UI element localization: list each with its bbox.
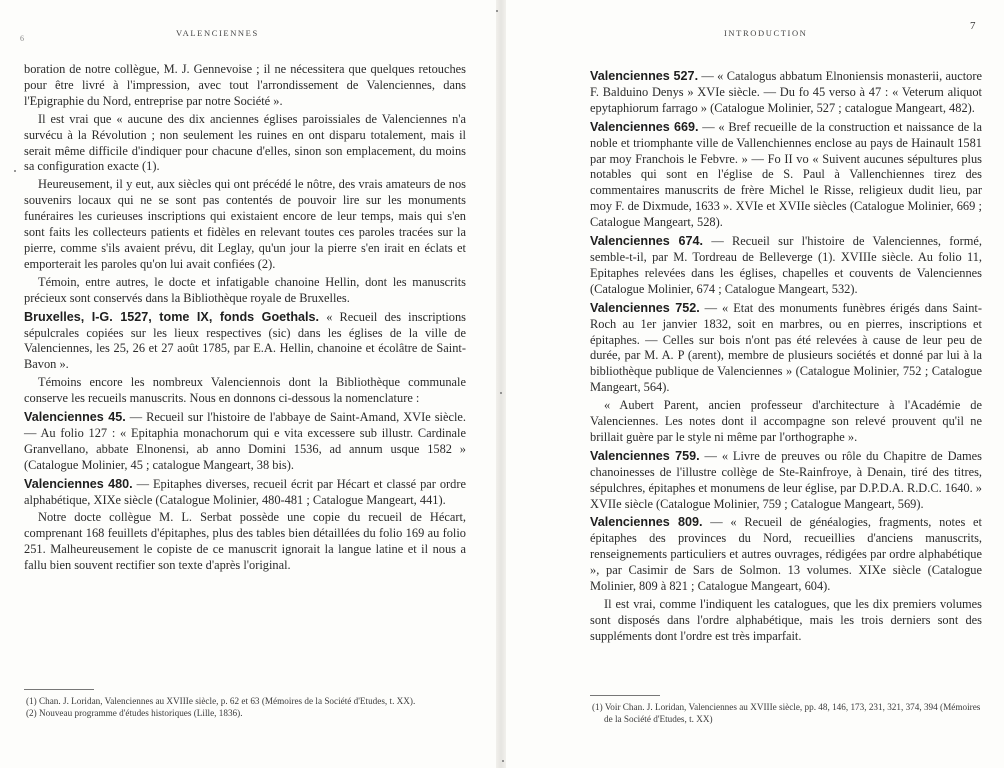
entry-label: Valenciennes 809. (590, 515, 703, 530)
paragraph-text: Heureusement, il y eut, aux siècles qui ont précédé le nôtre, des vrais amateurs de nos souvenirs locaux qui ne se sont pas contentés de pouvoir lire sur les monuments funéraires les curieuses inscriptions qui existaient encore de leur temps, mais qui s'en sont faits les collecteurs patients et fidèles en relevant toutes ces paroles tracées sur la pierre, comme s'ils avaient prévu, dit Leglay, qu'un jour la pierre s'en irait en éclats et emporterait les paroles qu'on lui avait confiées (2). (24, 177, 466, 271)
entry-label: Valenciennes 752. (590, 300, 700, 315)
left-footnotes (24, 689, 466, 719)
catalogue-entry (590, 120, 982, 231)
catalogue-entry (590, 515, 982, 595)
entry-label: Valenciennes 674. (590, 234, 704, 249)
paragraph-text: — « Catalogus abbatum Elnoniensis monasterii, auctore F. Balduino Denys » XVIe siècle. — Du fo 45 verso à 47 : « Veterum aliquot epytaphiorum farrago » (Catalogue Molinier, 527 ; catalogue Mangeart, 482). (590, 69, 982, 115)
left-page-number: 6 (20, 34, 24, 43)
footnote: (1) Chan. J. Loridan, Valenciennes au XVIIIe siècle, p. 62 et 63 (Mémoires de la Société d'Etudes, t. XX). (26, 696, 416, 706)
paragraph-text: boration de notre collègue, M. J. Gennevoise ; il ne nécessitera que quelques retouches pour être livré à l'impression, avec tout l'arrondissement de Valenciennes, dans l'Epigraphie du Nord, entreprise par notre Société ». (24, 62, 466, 108)
catalogue-entry (590, 69, 982, 117)
catalogue-entry (24, 477, 466, 509)
paragraph (590, 597, 982, 645)
paragraph (24, 112, 466, 176)
print-speck (500, 392, 502, 394)
entry-label: Valenciennes 527. (590, 69, 699, 83)
paragraph (24, 62, 466, 110)
paragraph-text: « Recueil des inscriptions sépulcrales copiées sur les lieux respectives (sic) dans les églises de la ville de Valenciennes, les 25, 26 et 27 août 1785, par E.A. Hellin, chanoine et écolâtre de Saint-Bavon ». (24, 309, 466, 372)
right-body-text (590, 66, 982, 647)
catalogue-entry (24, 410, 466, 474)
paragraph (24, 375, 466, 407)
paragraph-text: — Recueil sur l'histoire de Valenciennes, formé, semble-t-il, par M. Tordreau de Belleverge (1). XVIIIe siècle. Au folio 11, Epitaphes relevées dans les églises, chapelles et couvents de Valenciennes (Catalogue Molinier, 674 ; Catalogue Mangeart, 532). (590, 234, 982, 296)
catalogue-entry (24, 310, 466, 374)
right-running-head: INTRODUCTION (724, 28, 808, 38)
paragraph-text: Notre docte collègue M. L. Serbat possède une copie du recueil de Hécart, comprenant 168 feuillets d'épitaphes, plus des tables bien détaillées du folio 169 au folio 251. Malheureusement le copiste de ce manuscrit ignorait la langue latine et il nous a fallu bien souvent rectifier son texte d'après l'original. (24, 510, 466, 573)
paragraph-text: « Aubert Parent, ancien professeur d'architecture à l'Académie de Valenciennes. Les notes dont il accompagne son relevé prouvent qu'il ne brillait guère par le style ni même par l'orthographe ». (590, 398, 982, 444)
entry-label: Valenciennes 480. (24, 476, 133, 491)
footnote: (1) Voir Chan. J. Loridan, Valenciennes au XVIIIe siècle, pp. 48, 146, 173, 231, 321, 374, 394 (Mémoires de la Société d'Etudes, t. XX) (592, 702, 981, 724)
print-speck (14, 170, 16, 172)
book-gutter (496, 0, 506, 768)
entry-label: Valenciennes 669. (590, 119, 699, 134)
paragraph-text: — Epitaphes diverses, recueil écrit par Hécart et classé par ordre alphabétique, XIXe siècle (Catalogue Molinier, 480-481 ; Catalogue Mangeart, 441). (24, 476, 466, 507)
entry-label: Valenciennes 45. (24, 410, 126, 425)
paragraph-text: Il est vrai que « aucune des dix anciennes églises paroissiales de Valenciennes n'a survécu à la Révolution ; non seulement les ruines en ont disparu totalement, mais il serait même difficile d'indiquer pour chacune d'elles, sinon son emplacement, du moins sa configuration exacte (1). (24, 111, 466, 174)
paragraph (24, 275, 466, 307)
paragraph-text: — « Etat des monuments funèbres érigés dans Saint-Roch au 1er janvier 1832, soit en marbres, ou en pierres, inscriptions et épitaphes. — Celles sur bois n'ont pas été relevées à cause de leur peu de durée, par M. A. P (arent), membre de plusieurs sociétés et donné par lui à la bibliothèque publique de Valenciennes » (Catalogue Molinier, 752 ; Catalogue Mangeart, 564). (590, 300, 982, 395)
paragraph (590, 398, 982, 446)
left-running-head: VALENCIENNES (176, 28, 259, 38)
footnote-rule (590, 695, 660, 696)
paragraph (24, 177, 466, 272)
paragraph-text: Témoins encore les nombreux Valenciennois dont la Bibliothèque communale conserve les recueils manuscrits. Nous en donnons ci-dessous la nomenclature : (24, 375, 466, 406)
paragraph-text: Témoin, entre autres, le docte et infatigable chanoine Hellin, dont les manuscrits précieux sont conservés dans la Bibliothèque royale de Bruxelles. (24, 274, 466, 305)
paragraph-text: — « Recueil de généalogies, fragments, notes et épitaphes des provinces du Nord, recueillies d'anciens manuscrits, renseignements particuliers et autres ouvrages, rédigées par ordre alphabétique », par Casimir de Sars de Solmon. 13 volumes. XIXe siècle (Catalogue Molinier, 809 à 821 ; Catalogue Mangeart, 604). (590, 515, 982, 594)
paragraph-text: — « Bref recueille de la construction et naissance de la noble et triomphante ville de Vallenchiennes enclose au pays de Hainault 1581 par moy Franchois le Febvre. » — Fo II vo « Suivent aucunes sépultures plus notables qui sont en l'église de S. Paul à Vallenchiennes tirez des commentaires manuscrits de frère Michel le Risse, religieux dudit lieu, par moy F. de Dixmude, 1633 ». XVIe et XVIIe siècles (Catalogue Molinier, 669 ; Catalogue Mangeart, 528). (590, 119, 982, 230)
paragraph-text: Il est vrai, comme l'indiquent les catalogues, que les dix premiers volumes sont disposés dans l'ordre alphabétique, mais les trois derniers sont des suppléments dont l'ordre est très imparfait. (590, 597, 982, 643)
right-page-number: 7 (970, 20, 976, 32)
catalogue-entry (590, 301, 982, 396)
paragraph (24, 510, 466, 574)
right-footnotes (590, 695, 982, 725)
entry-label: Bruxelles, I-G. 1527, tome IX, fonds Goethals. (24, 309, 320, 324)
catalogue-entry (590, 234, 982, 298)
entry-label: Valenciennes 759. (590, 448, 700, 463)
print-speck (502, 760, 504, 762)
paragraph-text: — « Livre de preuves ou rôle du Chapitre de Dames chanoinesses de l'illustre collège de Ste-Rainfroye, à Denain, tiré des titres, sépulchres, épitaphes et monumens de leur église, par D.P.D.A. R.D.C. 1640. » XVIIe siècle (Catalogue Molinier, 759 ; Catalogue Mangeart, 569). (590, 448, 982, 511)
print-speck (496, 10, 498, 12)
right-page (506, 0, 1004, 768)
footnote: (2) Nouveau programme d'études historiques (Lille, 1836). (26, 707, 243, 718)
footnote-rule (24, 689, 94, 690)
paragraph-text: — Recueil sur l'histoire de l'abbaye de Saint-Amand, XVIe siècle. — Au folio 127 : « Epitaphia monachorum qui e vita excessere sub illustr. Cardinale Granvellano, abbate Elnonensi, ab anno Domini 1536, ad annum usque 1582 » (Catalogue Molinier, 45 ; catalogue Mangeart, 38 bis). (24, 410, 467, 472)
catalogue-entry (590, 449, 982, 513)
left-body-text (24, 62, 466, 576)
left-page (0, 0, 496, 768)
